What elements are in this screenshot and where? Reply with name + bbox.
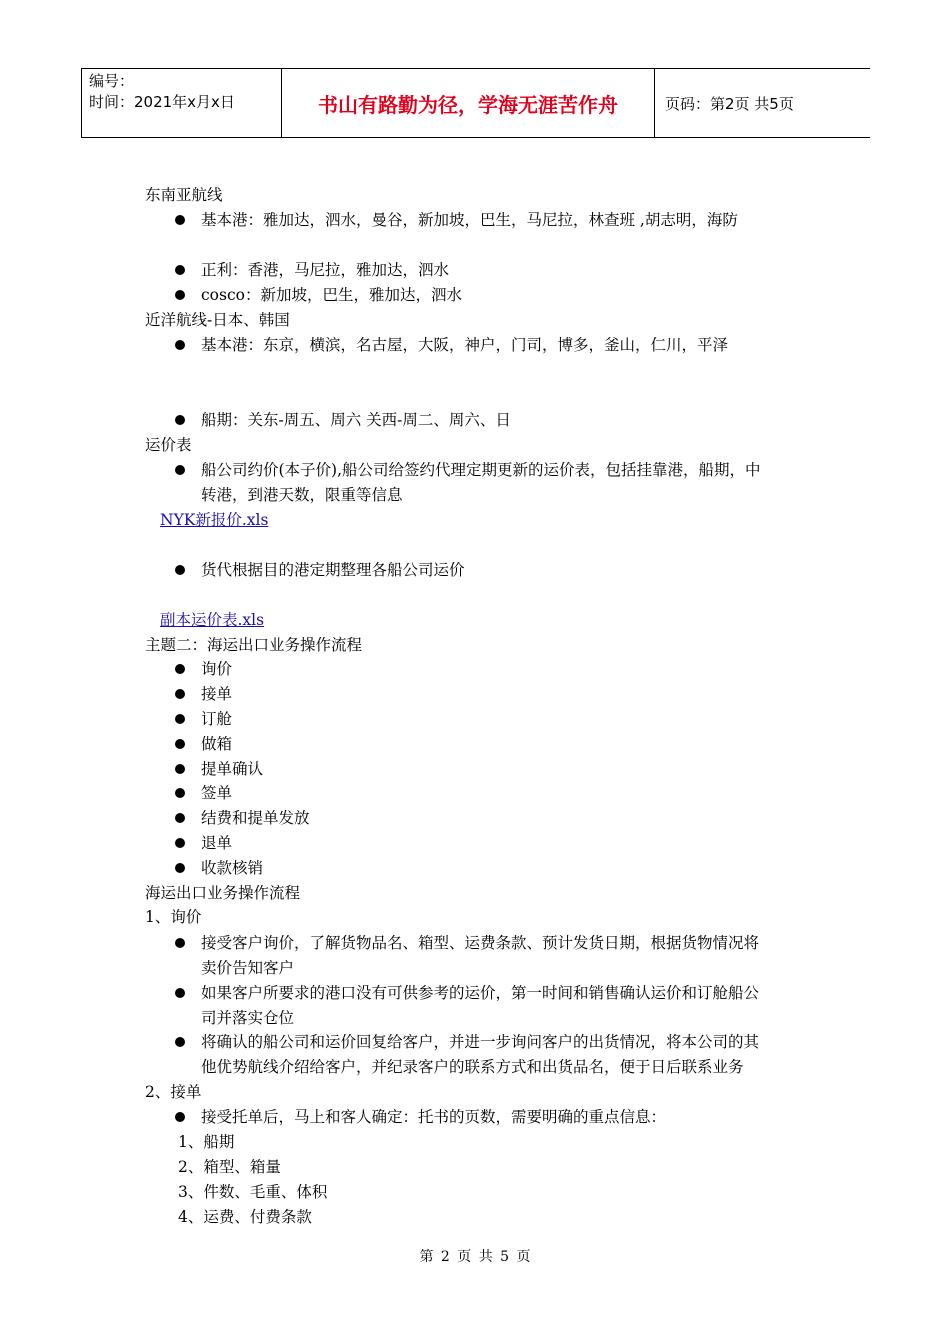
sub-item: 2、箱型、箱量 — [178, 1158, 281, 1176]
sub-item: 4、运费、付费条款 — [178, 1208, 312, 1226]
header-meta — [89, 71, 235, 113]
bullet-icon — [175, 290, 185, 300]
section-heading: 1、询价 — [145, 908, 202, 926]
bullet-icon — [175, 739, 185, 749]
section-heading: 东南亚航线 — [145, 186, 223, 204]
list-item: 船期：关东-周五、周六 关西-周二、周六、日 — [201, 411, 511, 429]
bullet-icon — [175, 465, 185, 475]
section-heading: 运价表 — [145, 436, 192, 454]
page-header — [81, 68, 870, 138]
list-item: 接单 — [201, 685, 233, 703]
doc-code-label: 编号： — [89, 72, 135, 90]
bullet-icon — [175, 1112, 185, 1122]
section-heading: 近洋航线-日本、韩国 — [145, 311, 290, 329]
list-item: 接受托单后，马上和客人确定：托书的页数，需要明确的重点信息： — [201, 1108, 667, 1126]
list-item-continuation: 转港，到港天数，限重等信息 — [201, 486, 403, 504]
bullet-icon — [175, 415, 185, 425]
list-item: 收款核销 — [201, 859, 264, 877]
sub-item: 1、船期 — [178, 1133, 235, 1151]
list-item: 退单 — [201, 834, 233, 852]
bullet-icon — [175, 565, 185, 575]
section-heading: 海运出口业务操作流程 — [145, 884, 301, 902]
bullet-icon — [175, 988, 185, 998]
bullet-icon — [175, 863, 185, 873]
sub-item: 3、件数、毛重、体积 — [178, 1183, 328, 1201]
list-item: cosco：新加坡，巴生，雅加达，泗水 — [201, 286, 462, 304]
list-item-continuation: 卖价告知客户 — [201, 959, 295, 977]
section-heading: 2、接单 — [145, 1083, 202, 1101]
doc-date: 时间：2021年x月x日 — [89, 93, 235, 111]
header-motto: 书山有路勤为径，学海无涯苦作舟 — [318, 92, 618, 117]
list-item: 正利：香港，马尼拉，雅加达，泗水 — [201, 261, 450, 279]
list-item-continuation: 司并落实仓位 — [201, 1009, 295, 1027]
list-item: 基本港：雅加达，泗水，曼谷，新加坡，巴生，马尼拉，林查班 ,胡志明，海防 — [201, 211, 738, 229]
bullet-icon — [175, 938, 185, 948]
section-heading: 主题二：海运出口业务操作流程 — [145, 636, 363, 654]
file-link-nyk[interactable]: NYK新报价.xls — [160, 511, 269, 529]
file-link-rate-table[interactable]: 副本运价表.xls — [160, 611, 265, 629]
header-divider — [81, 69, 82, 137]
list-item: 如果客户所要求的港口没有可供参考的运价，第一时间和销售确认运价和订舱船公 — [201, 984, 760, 1002]
list-item: 提单确认 — [201, 760, 264, 778]
bullet-icon — [175, 265, 185, 275]
bullet-icon — [175, 788, 185, 798]
list-item: 基本港：东京，横滨，名古屋，大阪，神户，门司，博多，釜山，仁川，平泽 — [201, 336, 729, 354]
list-item: 将确认的船公司和运价回复给客户，并进一步询问客户的出货情况，将本公司的其 — [201, 1033, 760, 1051]
list-item: 货代根据目的港定期整理各船公司运价 — [201, 561, 465, 579]
bullet-icon — [175, 664, 185, 674]
list-item: 船公司约价(本子价),船公司给签约代理定期更新的运价表，包括挂靠港，船期，中 — [201, 461, 761, 479]
list-item: 询价 — [201, 660, 233, 678]
page-footer: 第 2 页 共 5 页 — [419, 1249, 531, 1265]
bullet-icon — [175, 340, 185, 350]
list-item: 接受客户询价，了解货物品名、箱型、运费条款、预计发货日期，根据货物情况将 — [201, 934, 760, 952]
bullet-icon — [175, 689, 185, 699]
bullet-icon — [175, 215, 185, 225]
list-item: 签单 — [201, 784, 233, 802]
bullet-icon — [175, 764, 185, 774]
list-item: 订舱 — [201, 710, 233, 728]
list-item: 做箱 — [201, 735, 233, 753]
header-divider — [654, 69, 655, 137]
header-page-info: 页码：第2页 共5页 — [665, 95, 794, 113]
list-item-continuation: 他优势航线介绍给客户，并纪录客户的联系方式和出货品名，便于日后联系业务 — [201, 1058, 744, 1076]
bullet-icon — [175, 1037, 185, 1047]
bullet-icon — [175, 838, 185, 848]
bullet-icon — [175, 714, 185, 724]
bullet-icon — [175, 813, 185, 823]
list-item: 结费和提单发放 — [201, 809, 310, 827]
